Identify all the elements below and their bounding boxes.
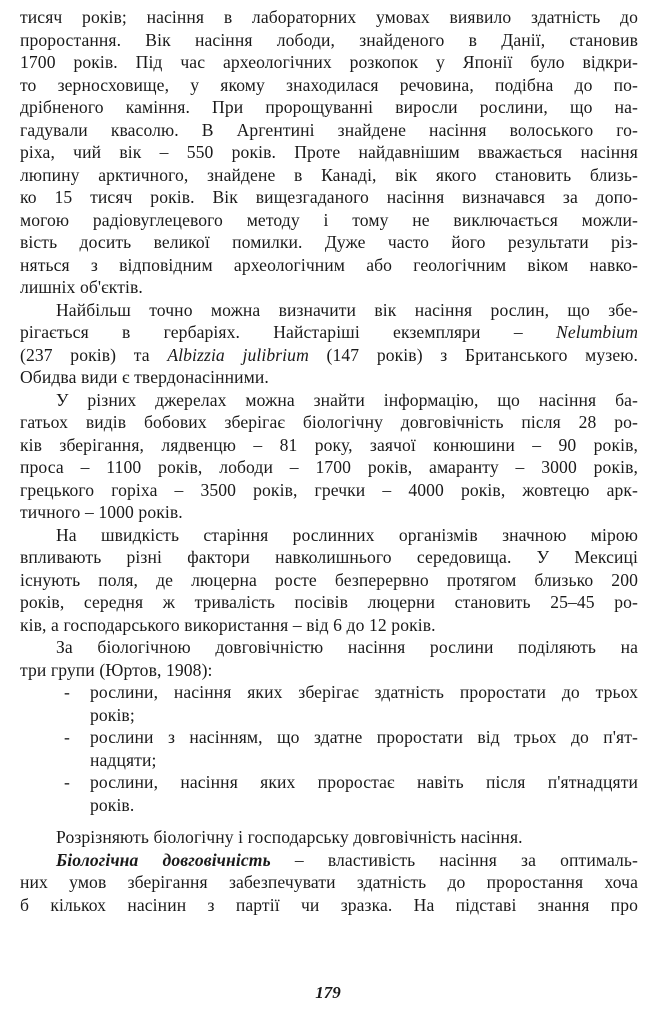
page-number: 179	[315, 983, 341, 1002]
text-segment: (147 років) з Британського музею.	[326, 344, 638, 365]
paragraph-2	[20, 299, 638, 389]
text-line: них умов зберігання забезпечувати здатність до проростання хоча	[20, 872, 638, 892]
text-line: впливають різні фактори навколишнього середовища. У Мексиці	[20, 547, 638, 567]
text-line: рослини, насіння яких проростає навіть після п'ятнадцяти	[90, 772, 638, 792]
text-line: дрібненого каміння. При пророщуванні виросли рослини, що на-	[20, 97, 638, 117]
text-segment: – властивість насіння за оптималь-	[294, 849, 638, 870]
text-line: У різних джерелах можна знайти інформацію, що насіння ба-	[56, 389, 638, 410]
text-line: років.	[90, 794, 135, 815]
paragraph-4	[20, 524, 638, 637]
list-item	[20, 726, 638, 771]
text-line: то зерносховище, у якому знаходилася речовина, подібна до по-	[20, 74, 638, 95]
bullet-list	[20, 681, 638, 816]
paragraph-7	[20, 849, 638, 917]
body-text	[20, 6, 638, 916]
list-item	[20, 681, 638, 726]
text-line: б кількох насінин з партії чи зразка. На підставі знання про	[20, 894, 638, 915]
text-line: гадували квасолю. В Аргентині знайдене насіння волоського го-	[20, 119, 638, 140]
text-line: надцяти;	[90, 749, 157, 770]
text-line: ріха, чий вік – 550 років. Проте найдавнішим вважається насіння	[20, 142, 638, 162]
text-segment: рігається в гербаріях. Найстаріші екземпляри –	[20, 322, 523, 342]
bullet-dash: -	[64, 727, 70, 747]
list-item	[20, 771, 638, 816]
paragraph-1	[20, 6, 638, 299]
text-line: років, середня ж тривалість посівів люцерни становить 25–45 ро-	[20, 592, 638, 612]
text-line: За біологічною довговічністю насіння рослини поділяють на	[56, 637, 638, 657]
paragraph-spacer	[20, 816, 638, 826]
text-line: На швидкість старіння рослинних організмів значною мірою	[56, 524, 638, 545]
text-line: Обидва види є твердонасінними.	[20, 367, 269, 387]
text-line: рослини, насіння яких зберігає здатність проростати до трьох	[90, 682, 638, 702]
text-line: люпину арктичного, знайдене в Канаді, вік якого становить близь-	[20, 164, 638, 185]
paragraph-6	[20, 826, 638, 849]
text-line: ків, а господарського використання – від 6 до 12 років.	[20, 614, 436, 635]
text-line: вість досить великої помилки. Дуже часто його результати різ-	[20, 232, 638, 252]
species-name: Nelumbium	[555, 322, 638, 342]
text-line: існують поля, де люцерна росте безперервно протягом близько 200	[20, 569, 638, 590]
text-line: ків зберігання, лядвенцю – 81 року, заячої конюшини – 90 років,	[20, 434, 638, 455]
text-line: Розрізняють біологічну і господарську довговічність насіння.	[56, 827, 523, 847]
text-line: Найбільш точно можна визначити вік насіння рослин, що збе-	[56, 299, 638, 320]
text-line: тичного – 1000 років.	[20, 502, 183, 522]
text-line: 1700 років. Під час археологічних розкопок у Японії було відкри-	[20, 52, 638, 72]
bullet-dash: -	[64, 682, 70, 702]
text-line	[20, 321, 638, 344]
paragraph-3	[20, 389, 638, 524]
text-line: проса – 1100 років, лободи – 1700 років, амаранту – 3000 років,	[20, 457, 638, 477]
text-line	[20, 849, 638, 872]
text-line: років;	[90, 704, 135, 725]
text-line: грецького горіха – 3500 років, гречки – 4000 років, жовтецю арк-	[20, 479, 638, 500]
text-line: лишніх об'єктів.	[20, 277, 143, 297]
text-segment: (237 років) та	[20, 344, 150, 365]
text-line	[20, 344, 638, 367]
text-line: тисяч років; насіння в лабораторних умовах виявило здатність до	[20, 7, 638, 27]
paragraph-5	[20, 636, 638, 681]
text-line: гатьох видів бобових зберігає біологічну довговічність після 28 ро-	[20, 412, 638, 432]
text-line: рослини з насінням, що здатне проростати від трьох до п'ят-	[90, 727, 638, 747]
species-name: Albizzia julibrium	[167, 344, 309, 365]
text-line: ко 15 тисяч років. Вік вищезгаданого насіння визначався за допо-	[20, 187, 638, 207]
term-definition: Біологічна довговічність	[56, 849, 271, 870]
text-line: проростання. Вік насіння лободи, знайденого в Данії, становив	[20, 29, 638, 50]
text-line: могою радіовуглецевого методу і тому не виключається можли-	[20, 209, 638, 230]
text-line: три групи (Юртов, 1908):	[20, 659, 213, 680]
text-line: няться з відповідним археологічним або геологічним віком навко-	[20, 254, 638, 275]
bullet-dash: -	[64, 772, 70, 792]
